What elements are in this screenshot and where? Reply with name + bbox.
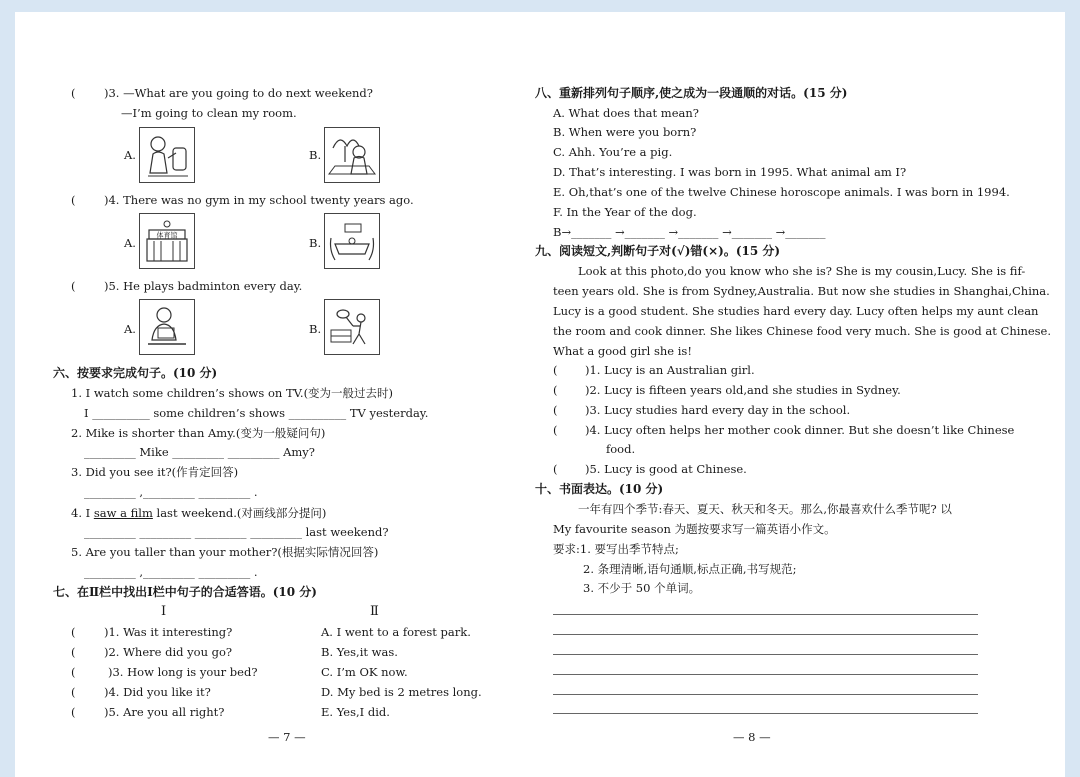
writing-prompt: My favourite season 为题按要求写一篇英语小作文。: [553, 522, 836, 536]
q5-option-b-label: B.: [309, 322, 322, 336]
section-7-title: 七、在Ⅱ栏中找出Ⅰ栏中句子的合适答语。(10 分): [53, 585, 317, 599]
dialogue-line: C. Ahh. You’re a pig.: [553, 145, 673, 159]
badminton-player-icon: [325, 300, 379, 354]
q4-option-a-picture[interactable]: [139, 213, 195, 269]
match-paren: (: [71, 625, 76, 639]
q3-option-a-label: A.: [124, 148, 136, 162]
order-answer-line[interactable]: B→_______ →_______ →_______ →_______ →_______: [553, 225, 826, 239]
passage-line: teen years old. She is from Sydney,Australia. But now she studies in Shanghai,China.: [553, 284, 1050, 298]
q3-paren: (: [71, 86, 76, 100]
writing-requirement: 要求:1. 要写出季节特点;: [553, 542, 679, 556]
section-10-title: 十、书面表达。(10 分): [535, 482, 664, 496]
passage-line: Look at this photo,do you know who she is? She is my cousin,Lucy. She is fif-: [578, 264, 1026, 278]
match-answer: D. My bed is 2 metres long.: [321, 685, 482, 699]
sec6-line-7-start: 4. I: [71, 506, 94, 520]
sec6-underlined-phrase: saw a film: [93, 506, 153, 520]
dialogue-line: A. What does that mean?: [553, 106, 699, 120]
column-2-header: Ⅱ: [370, 604, 379, 619]
match-paren: (: [71, 705, 76, 719]
q3-option-b-label: B.: [309, 148, 322, 162]
q5-option-a-picture[interactable]: [139, 299, 195, 355]
passage-line: What a good girl she is!: [553, 344, 692, 358]
writing-requirement: 3. 不少于 50 个单词。: [583, 581, 701, 595]
q3-option-a-picture[interactable]: [139, 127, 195, 183]
sec6-line-3: 2. Mike is shorter than Amy.(变为一般疑问句): [71, 426, 326, 440]
judge-statement-continued: food.: [606, 442, 636, 456]
match-question: )2. Where did you go?: [104, 645, 233, 659]
q4-paren: (: [71, 193, 76, 207]
judge-paren: (: [553, 383, 558, 397]
section-8-title: 八、重新排列句子顺序,使之成为一段通顺的对话。(15 分): [535, 86, 848, 100]
q3-option-b-picture[interactable]: [324, 127, 380, 183]
sec6-line-2: I __________ some children’s shows __________ TV yesterday.: [84, 406, 429, 420]
dialogue-line: D. That’s interesting. I was born in 1995. What animal am I?: [553, 165, 907, 179]
writing-line[interactable]: [553, 713, 978, 714]
q4-stem: )4. There was no gym in my school twenty years ago.: [104, 193, 414, 207]
sec6-line-7: [71, 506, 326, 520]
q5-stem: )5. He plays badminton every day.: [104, 279, 303, 293]
q3-answer: —I’m going to clean my room.: [121, 106, 297, 120]
sec6-line-5: 3. Did you see it?(作肯定回答): [71, 465, 239, 479]
dialogue-line: E. Oh,that’s one of the twelve Chinese horoscope animals. I was born in 1994.: [553, 185, 1010, 199]
match-answer: A. I went to a forest park.: [321, 625, 471, 639]
writing-line[interactable]: [553, 634, 978, 635]
passage-line: the room and cook dinner. She likes Chinese food very much. She is good at Chinese.: [553, 324, 1052, 338]
match-question: )3. How long is your bed?: [108, 665, 258, 679]
section-9-title: 九、阅读短文,判断句子对(√)错(×)。(15 分): [535, 244, 781, 258]
q3-stem: )3. —What are you going to do next weekend?: [104, 86, 373, 100]
match-question: )5. Are you all right?: [104, 705, 225, 719]
writing-line[interactable]: [553, 614, 978, 615]
judge-paren: (: [553, 462, 558, 476]
judge-statement: )2. Lucy is fifteen years old,and she studies in Sydney.: [585, 383, 901, 397]
page-number-right: — 8 —: [733, 730, 771, 744]
match-answer: C. I’m OK now.: [321, 665, 408, 679]
sec6-line-9: 5. Are you taller than your mother?(根据实际情况回答): [71, 545, 379, 559]
match-question: )4. Did you like it?: [104, 685, 211, 699]
judge-statement: )1. Lucy is an Australian girl.: [585, 363, 755, 377]
match-question: )1. Was it interesting?: [104, 625, 233, 639]
match-paren: (: [71, 665, 76, 679]
q5-option-a-label: A.: [124, 322, 136, 336]
reading-boy-icon: [140, 300, 194, 354]
sec6-line-4: _________ Mike _________ _________ Amy?: [84, 445, 315, 459]
match-paren: (: [71, 645, 76, 659]
sec6-line-1: 1. I watch some children’s shows on TV.(变为一般过去时): [71, 386, 394, 400]
gym-sign-text: 体育馆: [156, 231, 178, 240]
garden-scene-icon: [325, 128, 379, 182]
sec6-line-10: _________ ,_________ _________ .: [84, 565, 258, 579]
cleaning-scene-icon: [140, 128, 194, 182]
writing-prompt: 一年有四个季节:春天、夏天、秋天和冬天。那么,你最喜欢什么季节呢? 以: [578, 502, 952, 516]
judge-paren: (: [553, 423, 558, 437]
dialogue-line: B. When were you born?: [553, 125, 697, 139]
judge-statement: )5. Lucy is good at Chinese.: [585, 462, 747, 476]
q5-option-b-picture[interactable]: [324, 299, 380, 355]
writing-line[interactable]: [553, 694, 978, 695]
writing-requirement: 2. 条理清晰,语句通顺,标点正确,书写规范;: [583, 562, 797, 576]
q4-option-b-label: B.: [309, 236, 322, 250]
passage-line: Lucy is a good student. She studies hard every day. Lucy often helps my aunt clean: [553, 304, 1039, 318]
judge-statement: )3. Lucy studies hard every day in the school.: [585, 403, 851, 417]
q4-option-a-label: A.: [124, 236, 136, 250]
match-answer: B. Yes,it was.: [321, 645, 398, 659]
sec6-line-7-end: last weekend.(对画线部分提问): [152, 506, 327, 520]
dining-room-icon: [325, 214, 379, 268]
gym-building-icon: [140, 214, 194, 268]
judge-paren: (: [553, 403, 558, 417]
page-number-left: — 7 —: [268, 730, 306, 744]
sec6-line-8: _________ _________ _________ _________ last weekend?: [84, 525, 389, 539]
match-paren: (: [71, 685, 76, 699]
writing-line[interactable]: [553, 654, 978, 655]
judge-paren: (: [553, 363, 558, 377]
q4-option-b-picture[interactable]: [324, 213, 380, 269]
writing-line[interactable]: [553, 674, 978, 675]
judge-statement: )4. Lucy often helps her mother cook dinner. But she doesn’t like Chinese: [585, 423, 1015, 437]
match-answer: E. Yes,I did.: [321, 705, 390, 719]
q5-paren: (: [71, 279, 76, 293]
sec6-line-6: _________ ,_________ _________ .: [84, 485, 258, 499]
column-1-header: Ⅰ: [161, 604, 167, 619]
section-6-title: 六、按要求完成句子。(10 分): [53, 366, 218, 380]
dialogue-line: F. In the Year of the dog.: [553, 205, 697, 219]
